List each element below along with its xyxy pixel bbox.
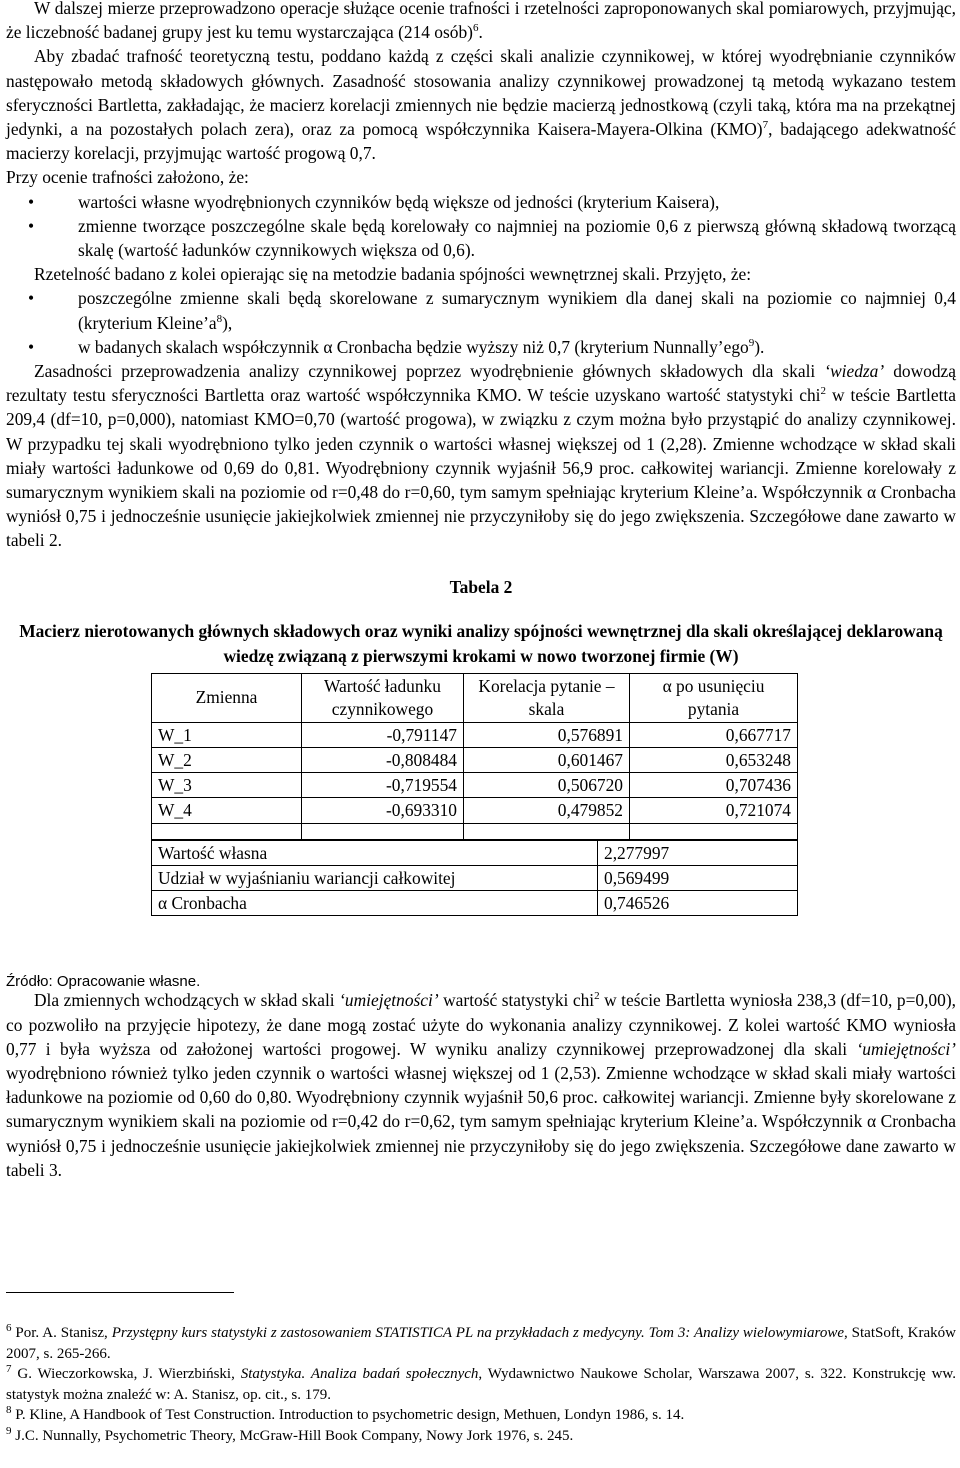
table-cell: 2,277997	[598, 840, 798, 865]
table-row	[152, 722, 798, 747]
table-cell: 0,601467	[464, 748, 630, 773]
table-row	[152, 748, 798, 773]
paragraph-wiedza-results: Zasadności przeprowadzenia analizy czynnikowej poprzez wyodrębnienie głównych składowych dla skali ‘wiedza’ dowodzą rezultaty testu sferyczności Bartletta oraz wartość współczynnika KMO. W teście uzyskano wartość statystyki chi$^2$ w teście Bartletta 209,4 (df=10, p=0,000), natomiast KMO=0,70 (wartość progowa), w związku z czym można było przystąpić do analizy czynnikowej. W przypadku tej skali wyodrębniono tylko jeden czynnik o wartości własnej większej od 1 (2,28). Zmienne wchodzące w skład skali miały wartości ładunkowe od 0,69 do 0,81. Wyodrębniony czynnik wyjaśnił 56,9 proc. całkowitej wariancji. Zmienne korelowały z sumarycznym wynikiem skali na poziomie od r=0,48 do r=0,60, tym samym spełniając kryterium Kleine’a. Współczynnik α Cronbacha wyniósł 0,75 i jednocześnie usunięcie jakiejkolwiek zmiennej nie przyczyniłoby się do jego zwiększenia. Szczegółowe dane zawarto w tabeli 2.	[6, 361, 956, 551]
table-cell: 0,653248	[630, 748, 798, 773]
table-cell: 0,721074	[630, 798, 798, 823]
footnote-ref-8[interactable]: 8	[216, 312, 223, 325]
table-row	[152, 865, 798, 890]
table-cell: -0,719554	[302, 773, 464, 798]
column-header: Korelacja pytanie – skala	[464, 673, 630, 722]
table-cell: 0,576891	[464, 722, 630, 747]
footnote-divider	[6, 1292, 234, 1293]
bullet-icon: •	[28, 215, 35, 236]
bullet-icon: •	[28, 191, 35, 212]
table-spacer-row	[152, 823, 798, 839]
bullet-item: • wartości własne wyodrębnionych czynników będą większe od jedności (kryterium Kaisera),	[6, 190, 956, 214]
paragraph-validity: Aby zbadać trafność teoretyczną testu, poddano każdą z części skali analizie czynnikowej, w której wyodrębnianie czynników następowało metodą składowych głównych. Zasadność stosowania analizy czynnikowej prowadzonej tą metodą wykazano testem sferyczności Bartletta, zakładając, że macierz korelacji zmiennych nie będzie macierzą jednostkową (czyli taką, która ma na przekątnej jedynki, a na pozostałych polach zera), oraz za pomocą współczynnika Kaisera-Mayera-Olkina (KMO)$^7$, badającego adekwatność macierzy korelacji, przyjmując wartość progową 0,7.	[6, 46, 956, 164]
table-cell: 0,707436	[630, 773, 798, 798]
footnote-ref-6[interactable]: 6	[472, 22, 479, 35]
bullet-icon: •	[28, 336, 35, 357]
bullet-item: • poszczególne zmienne skali będą skorelowane z sumarycznym wynikiem dla danej skali na poziomie co najmniej 0,4 (kryterium $Kleine’a^8$),	[28, 288, 956, 333]
table-title: Macierz nierotowanych głównych składowych oraz wyniki analizy spójności wewnętrznej dla skali określającej deklarowaną wiedzę związaną z pierwszymi krokami w nowo tworzonej firmie (W)	[19, 620, 943, 666]
table-cell: -0,791147	[302, 722, 464, 747]
bullet-item: • w badanych skalach współczynnik α Cronbacha będzie wyższy niż 0,7 (kryterium Nunnally’ego$^9$).	[6, 335, 956, 359]
table-cell: 0,746526	[598, 891, 798, 916]
table-source: Źródło: Opracowanie własne.	[6, 973, 201, 990]
table-cell: 0,506720	[464, 773, 630, 798]
table-header-row	[152, 673, 798, 722]
table-cell: W_4	[152, 798, 302, 823]
footnote-9: $^9$ J.C. Nunnally, Psychometric Theory, McGraw-Hill Book Company, Nowy Jork 1976, s. 245.	[6, 1424, 574, 1444]
table-cell: Wartość własna	[152, 840, 598, 865]
bullet-icon: •	[28, 288, 35, 309]
table-cell: 0,569499	[598, 865, 798, 890]
table-cell: -0,808484	[302, 748, 464, 773]
footnote-ref-7[interactable]: 7	[762, 119, 769, 132]
paragraph-validity-assumptions: Przy ocenie trafności założono, że:	[6, 167, 249, 188]
footnote-7: $^7$ G. Wieczorkowska, J. Wierzbiński, Statystyka. Analiza badań społecznych, Wydawnictwo Naukowe Scholar, Warszawa 2007, s. 322. Konstrukcję ww. statystyk można znaleźć w: A. Stanisz, op. cit., s. 179.	[6, 1363, 957, 1403]
column-header: Zmienna	[152, 673, 302, 722]
paragraph-umiejetnosci-results: Dla zmiennych wchodzących w skład skali ‘umiejętności’ wartość statystyki chi$^2$ w teście Bartletta wyniosła 238,3 (df=10, p=0,00), co pozwoliło na przyjęcie hipotezy, że dane mogą zostać użyte do wykonania analizy czynnikowej. Z kolei wartość KMO wyniosła 0,77 i była wyższa od założonej wartości progowej. W wyniku analizy czynnikowej przeprowadzonej dla skali ‘umiejętności’ wyodrębniono również tylko jeden czynnik o wartości własnej większej od 1 (2,53). Zmienne wchodzące w skład skali miały wartości ładunkowe na poziomie od 0,60 do 0,80. Wyodrębniony czynnik wyjaśnił 50,6 proc. całkowitej wariancji. Zmienne były skorelowane z sumarycznym wynikiem skali na poziomie od r=0,42 do r=0,62, tym samym spełniając kryterium Kleine’a. Współczynnik α Cronbacha wyniósł 0,75 i jednocześnie usunięcie jakiejkolwiek zmiennej nie przyczyniłoby się do jego zwiększenia. Szczegółowe dane zawarto w tabeli 3.	[6, 990, 956, 1180]
table-cell: W_1	[152, 722, 302, 747]
table-cell: Udział w wyjaśnianiu wariancji całkowitej	[152, 865, 598, 890]
document-page	[6, 0, 956, 1182]
table-label: Tabela 2	[449, 576, 513, 597]
table-cell: W_2	[152, 748, 302, 773]
table-row	[152, 798, 798, 823]
column-header: α po usunięciu pytania	[630, 673, 798, 722]
summary-table	[151, 840, 798, 917]
table-cell: 0,667717	[630, 722, 798, 747]
table-cell: α Cronbacha	[152, 891, 598, 916]
column-header: Wartość ładunku czynnikowego	[302, 673, 464, 722]
footnote-ref-9[interactable]: 9	[748, 337, 755, 350]
paragraph-intro: W dalszej mierze przeprowadzono operacje służące ocenie trafności i rzetelności zaproponowanych skal pomiarowych, przyjmując, że liczebność badanej grupy jest ku temu wystarczająca (214 osób)$^6$.	[6, 0, 956, 43]
table-row	[152, 891, 798, 916]
table-cell: 0,479852	[464, 798, 630, 823]
loadings-table	[151, 673, 798, 840]
table-row	[152, 773, 798, 798]
footnote-8: $^8$ P. Kline, A Handbook of Test Construction. Introduction to psychometric design, Methuen, Londyn 1986, s. 14.	[6, 1404, 685, 1423]
bullet-item: • zmienne tworzące poszczególne skale będą korelowały co najmniej na poziomie 0,6 z pierwszą główną składową tworzącą skalę (wartość ładunków czynnikowych większa od 0,6).	[28, 215, 956, 261]
table-cell: W_3	[152, 773, 302, 798]
paragraph-reliability: Rzetelność badano z kolei opierając się na metodzie badania spójności wewnętrznej skali. Przyjęto, że:	[34, 264, 752, 285]
footnote-6: $^6$ Por. A. Stanisz, Przystępny kurs statystyki z zastosowaniem STATISTICA PL na przykładach z medycyny. Tom 3: Analizy wielowymiarowe, StatSoft, Kraków 2007, s. 265-266.	[6, 1322, 956, 1362]
footnotes	[6, 1292, 956, 1446]
table-cell: -0,693310	[302, 798, 464, 823]
table-row	[152, 840, 798, 865]
